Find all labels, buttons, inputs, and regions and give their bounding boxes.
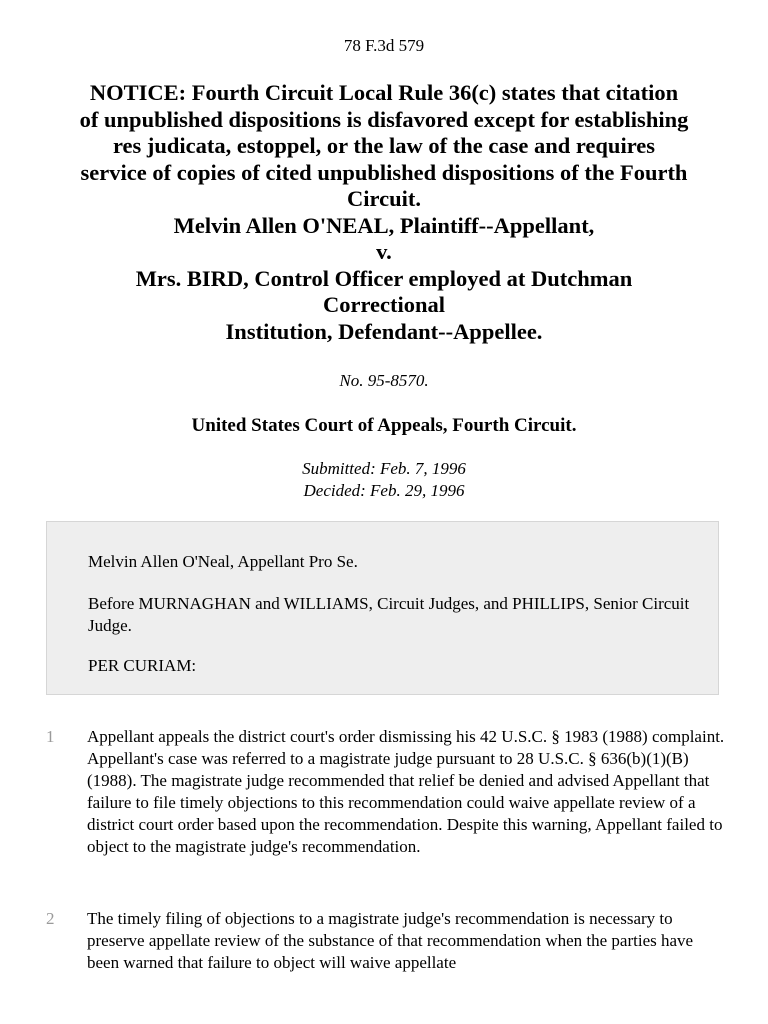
notice-line: service of copies of cited unpublished dispositions of the Fourth (80, 159, 688, 185)
plaintiff-name: Melvin Allen O'NEAL, Plaintiff--Appellant, (173, 212, 595, 238)
defendant-name: Institution, Defendant--Appellee. (225, 318, 543, 344)
defendant-name: Mrs. BIRD, Control Officer employed at Dutchman (135, 265, 633, 291)
versus: v. (376, 239, 392, 264)
notice-line: res judicata, estoppel, or the law of the case and requires (112, 133, 656, 158)
paragraph-number: 2 (46, 909, 55, 928)
court-name: United States Court of Appeals, Fourth Circuit. (191, 415, 577, 436)
defendant-name: Correctional (322, 292, 446, 317)
notice-line: Circuit. (347, 186, 421, 211)
notice-line: NOTICE: Fourth Circuit Local Rule 36(c) states that citation (89, 80, 679, 105)
paragraph-text: Appellant appeals the district court's order dismissing his 42 U.S.C. § 1983 (1988) complaint. Appellant's case was referred to a magistrate judge pursuant to 28 U.S.C. § 636(b)(1)(B) (1988). The magistrate judge recommended that relief be denied and advised Appellant that failure to file timely objections to this recommendation could waive appellate review of a district court order based upon the recommendation. Despite this warning, Appellant failed to object to the magistrate judge's recommendation. (87, 727, 725, 856)
docket-number: No. 95-8570. (339, 371, 429, 390)
paragraph-number: 1 (46, 727, 55, 746)
case-citation: 78 F.3d 579 (343, 36, 425, 55)
case-info-box (46, 521, 719, 695)
case-dates (0, 458, 768, 502)
counsel-line: Melvin Allen O'Neal, Appellant Pro Se. (88, 552, 358, 571)
per-curiam-label: PER CURIAM: (88, 656, 197, 675)
notice-line: of unpublished dispositions is disfavored except for establishing (79, 106, 689, 132)
decided-date: Decided: Feb. 29, 1996 (303, 481, 465, 500)
panel-line: Before MURNAGHAN and WILLIAMS, Circuit Judges, and PHILLIPS, Senior Circuit Judge. (88, 594, 690, 635)
paragraph-text: The timely filing of objections to a magistrate judge's recommendation is necessary to preserve appellate review of the substance of that recommendation when the parties have been warned that failure to object will waive appellate (87, 909, 694, 972)
submitted-date: Submitted: Feb. 7, 1996 (302, 459, 466, 478)
case-title (40, 80, 728, 345)
